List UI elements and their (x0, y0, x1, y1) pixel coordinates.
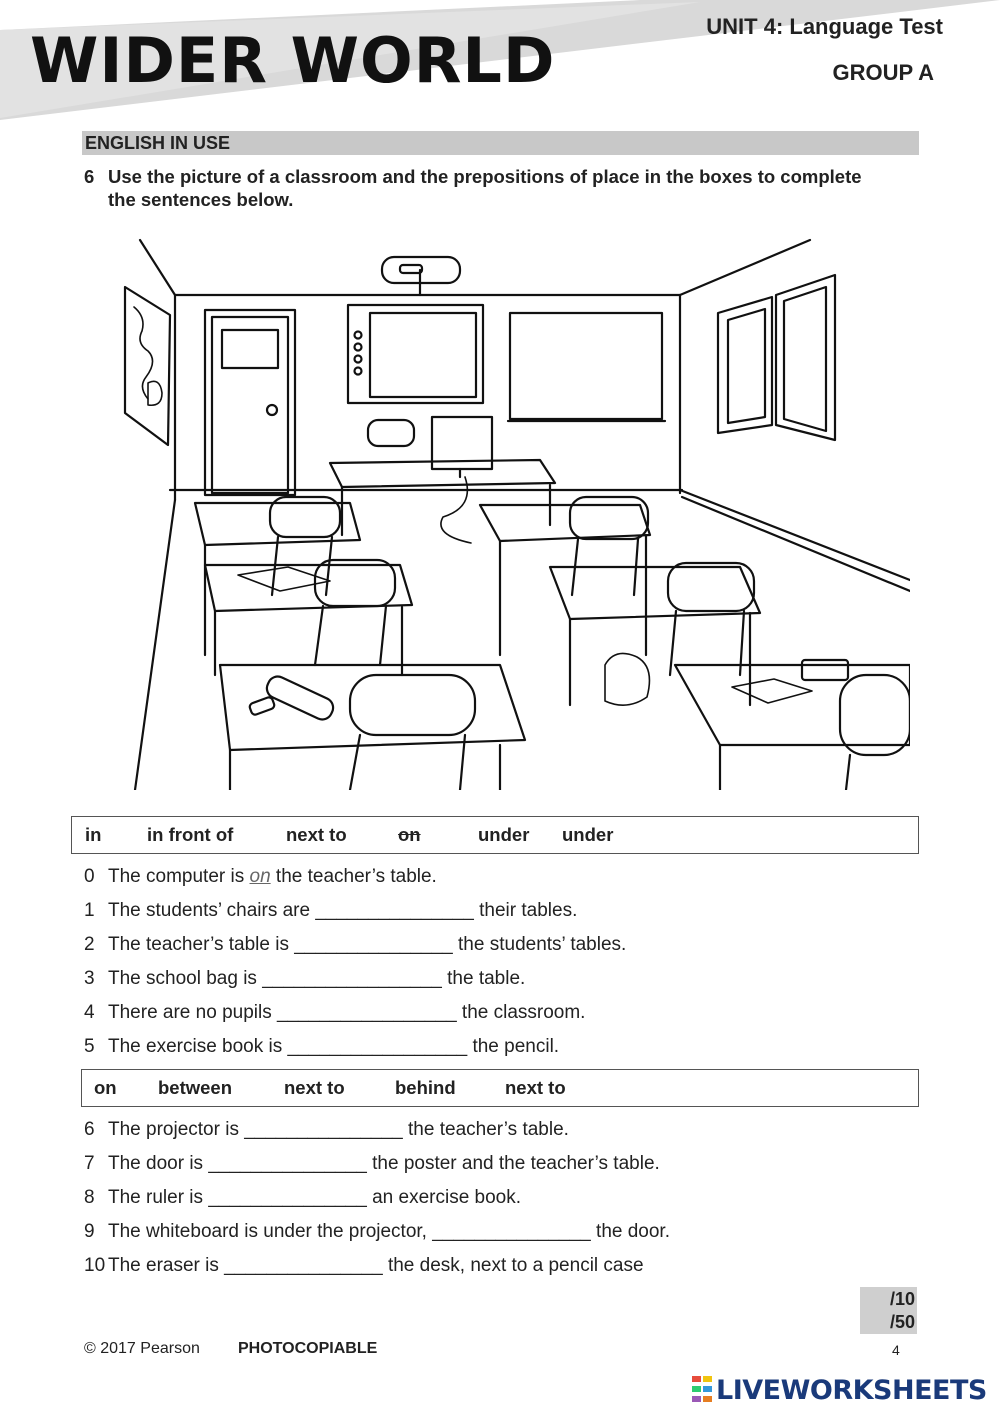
sentence-text: There are no pupils (108, 1002, 277, 1023)
question-number: 9 (84, 1221, 95, 1242)
sentence-text: The eraser is (108, 1255, 225, 1276)
total-score: /50 (889, 1312, 915, 1332)
word-option-used: on (398, 824, 421, 845)
sentence-text: The ruler is (108, 1187, 209, 1208)
exercise-number: 6 (84, 166, 95, 187)
photocopiable-label: PHOTOCOPIABLE (238, 1340, 378, 1357)
word-option: under (478, 824, 530, 845)
sentence-text: The school bag is (108, 968, 263, 989)
liveworksheets-watermark (692, 1372, 987, 1408)
sentence-text: the pencil. (467, 1036, 560, 1057)
sentence-text: The computer is (108, 866, 250, 887)
word-option: next to (284, 1077, 345, 1098)
sentence-text: The door is (108, 1153, 209, 1174)
word-box-2 (81, 1069, 919, 1107)
answer-blank[interactable]: _______________ (294, 934, 453, 955)
question-number: 2 (84, 934, 95, 955)
instruction-text: Use the picture of a classroom and the prepositions of place in the boxes to complete the sentences below. (108, 166, 862, 210)
word-option: in (85, 824, 102, 845)
sentence-text: the door. (590, 1221, 670, 1242)
word-option: under (562, 824, 614, 845)
answer-blank[interactable]: _________________ (262, 968, 442, 989)
sentence-text: The exercise book is (108, 1036, 288, 1057)
score-box (860, 1287, 917, 1334)
logo: WIDER WORLD (30, 24, 556, 97)
question-number: 10 (84, 1255, 106, 1276)
group-label: GROUP A (832, 60, 934, 85)
word-option: next to (505, 1077, 566, 1098)
page-number: 4 (892, 1342, 900, 1358)
sentence-text: The projector is (108, 1119, 245, 1140)
question-number: 4 (84, 1002, 95, 1023)
answer-blank[interactable]: _________________ (287, 1036, 468, 1057)
sentence-text: an exercise book. (366, 1187, 522, 1208)
word-option: next to (286, 824, 347, 845)
answer-blank[interactable]: _______________ (224, 1255, 383, 1276)
answer-blank[interactable]: _______________ (208, 1153, 367, 1174)
question-number: 3 (84, 968, 95, 989)
copyright: © 2017 Pearson (84, 1340, 200, 1357)
question-number: 6 (84, 1119, 95, 1140)
sentence-text: the desk, next to a pencil case (382, 1255, 644, 1276)
answer-blank[interactable]: _______________ (208, 1187, 367, 1208)
sentence-text: the teacher’s table. (270, 866, 437, 887)
sentence-text: the classroom. (456, 1002, 586, 1023)
word-option: between (158, 1077, 233, 1098)
sentence-text: the students’ tables. (452, 934, 627, 955)
classroom-picture (120, 235, 910, 790)
sentence-text: the poster and the teacher’s table. (366, 1153, 660, 1174)
sentence-text: The teacher’s table is (108, 934, 295, 955)
unit-title: UNIT 4: Language Test (706, 14, 943, 39)
question-number: 0 (84, 866, 95, 887)
answer-blank[interactable]: _______________ (315, 900, 474, 921)
word-box-1 (71, 816, 919, 854)
example-answer: on (249, 866, 271, 887)
sentence-text: The whiteboard is under the projector, (108, 1221, 433, 1242)
sentence-text: the teacher’s table. (402, 1119, 569, 1140)
section-title: ENGLISH IN USE (82, 131, 919, 155)
section-score: /10 (889, 1289, 915, 1309)
word-option: in front of (147, 824, 234, 845)
question-number: 5 (84, 1036, 95, 1057)
answer-blank[interactable]: _______________ (244, 1119, 403, 1140)
sentence-text: The students’ chairs are (108, 900, 316, 921)
question-number: 7 (84, 1153, 95, 1174)
question-number: 1 (84, 900, 95, 921)
liveworksheets-logo-icon (692, 1376, 712, 1404)
exercise-instruction (84, 165, 884, 211)
word-option: behind (395, 1077, 456, 1098)
word-option: on (94, 1077, 117, 1098)
answer-blank[interactable]: _________________ (277, 1002, 457, 1023)
sentence-text: their tables. (473, 900, 578, 921)
sentence-text: the table. (441, 968, 526, 989)
question-number: 8 (84, 1187, 95, 1208)
answer-blank[interactable]: _______________ (432, 1221, 591, 1242)
liveworksheets-text: LIVEWORKSHEETS (716, 1374, 987, 1406)
